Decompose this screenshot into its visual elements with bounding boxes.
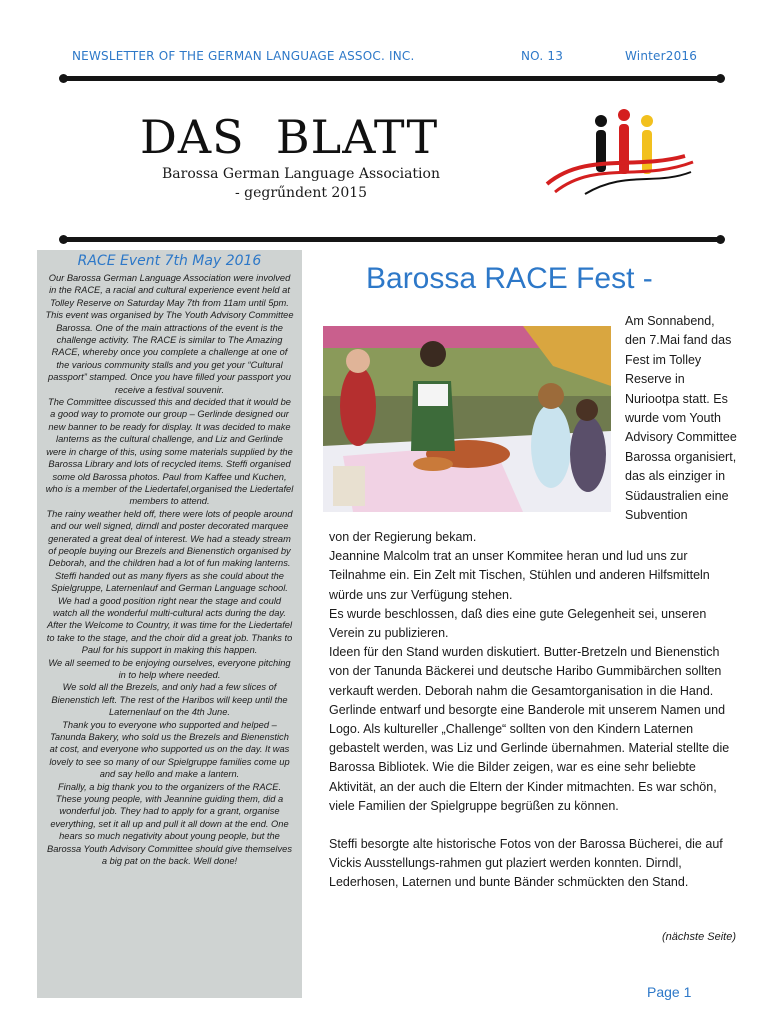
newsletter-subtitle — [140, 165, 462, 203]
article-wrap-text: Am Sonnabend, den 7.Mai fand das Fest im Tolley Reserve in Nuriootpa statt. Es wurde vom Youth Advisory Committee Barossa organisiert, das als einziger in Südaustralien eine Subvention — [625, 314, 737, 523]
race-event-sidebar — [37, 250, 302, 998]
article-paragraph: Steffi besorgte alte historische Fotos von der Barossa Bücherei, die auf Vickis Ausstellungs-rahmen gut plaziert werden konnten. Dirndl, Lederhosen, Laternen und bunte Bänder schmückten den Stand. — [329, 837, 723, 890]
sidebar-paragraph: The Committee discussed this and decided that it would be a good way to promote our group – Gerlinde designed our new banner to be ready for display. It was decided to make lanterns as the cultural challenge, and Liz and Gerlinde were in charge of this, using some materials supplied by the Barossa Library and lots of recycled items. Steffi organised some old Barossa photos. Paul from Kaffee und Kuchen, who is a member of the Liedertafel,organised the Liedertafel members to attend. — [45, 397, 294, 507]
sidebar-paragraph: We had a good position right near the stage and could watch all the wonderful multi-cultural acts during the day. After the Welcome to Country, it was time for the Liedertafel to take to the stage, and the choir did a great job. Thanks to Paul for his support in making this happen. — [46, 595, 293, 656]
article-body — [329, 528, 735, 893]
sidebar-paragraph: Thank you to everyone who supported and helped – Tanunda Bakery, who sold us the Brezels and Bienenstich at cost, and everyone who supported us on the day. It was lovely to see so many of our Spielgruppe families come up and say hello and make a lantern. — [49, 719, 290, 780]
sidebar-paragraph: We all seemed to be enjoying ourselves, everyone pitching in to help where needed. — [48, 657, 291, 680]
newsletter-label: NEWSLETTER OF THE GERMAN LANGUAGE ASSOC. INC. — [72, 49, 415, 63]
subtitle-line-2: - gegrűndent 2015 — [234, 185, 368, 201]
sidebar-paragraph: Our Barossa German Language Association were involved in the RACE, a racial and cultural experience event held at Tolley Reserve on Saturday May 7th from 11am until 5pm. — [48, 273, 291, 308]
article-title: Barossa RACE Fest - — [366, 262, 653, 295]
continued-note: (nächste Seite) — [662, 931, 736, 943]
article-paragraph: Jeannine Malcolm trat an unser Kommitee heran und lud uns zur Teilnahme ein. Ein Zelt mit Tischen, Stühlen und anderen Hilfsmitteln würde uns zur Verfügung stehen. — [329, 549, 710, 602]
festival-stall-photo — [323, 326, 611, 512]
article-paragraph: von der Regierung bekam. — [329, 530, 477, 544]
masthead-divider — [62, 237, 722, 242]
sidebar-paragraph: Finally, a big thank you to the organizers of the RACE. These young people, with Jeannine guiding them, did a wonderful job. They had to apply for a grant, organise everything, set it all up and pull it all down at the end. One hears so much negativity about young people, but the Barossa Youth Advisory Committee should give themselves a big pat on the back. Well done! — [47, 781, 292, 867]
issue-number: NO. 13 — [521, 49, 564, 63]
sidebar-heading: RACE Event 7th May 2016 — [77, 253, 262, 269]
newsletter-title: DAS BLATT — [140, 110, 439, 164]
article-paragraph: Ideen für den Stand wurden diskutiert. Butter-Bretzeln und Bienenstich von der Tanunda Bäckerei und deutsche Haribo Gummibärchen sollten verkauft werden. Deborah nahm die Gesamtorganisation in die Hand. Gerlinde entwarf und besorgte eine Banderole mit unserem Namen und Logo. Als kultureller „Challenge“ sollten von den Kindern Laternen gebastelt werden, was Liz und Gerlinde übernahmen. Material stellte die Barossa Bibliotek. Wie die Bilder zeigen, war es eine sehr beliebte Aktivität, an der auch die Eltern der Kinder mitmachten. Es war schön, viele Familien der Spielgruppe begrüßen zu können. — [329, 645, 730, 813]
issue-season: Winter2016 — [625, 49, 698, 63]
subtitle-line-1: Barossa German Language Association — [162, 166, 440, 182]
sidebar-paragraph: The rainy weather held off, there were lots of people around and our well signed, dirndl and poster decorated marquee generated a great deal of interest. We had a steady stream of people buying our Brezels and Bienenstich organised by Deborah, and the children had a lot of fun making lanterns. Steffi handed out as many flyers as she could about the Spielgruppe, Laternenlauf and German Language school. — [46, 508, 293, 594]
sidebar-body — [45, 272, 294, 868]
sidebar-paragraph: We sold all the Brezels, and only had a few slices of Bienenstich left. The rest of the Haribos will keep until the Laternenlauf on the 4th June. — [51, 682, 288, 718]
people-wave-logo — [545, 100, 695, 200]
top-divider — [62, 76, 722, 81]
article-paragraph: Es wurde beschlossen, daß dies eine gute Gelegenheit sei, unseren Verein zu publizieren. — [329, 606, 707, 641]
page-number: Page 1 — [647, 984, 692, 1000]
sidebar-paragraph: This event was organised by The Youth Advisory Committee Barossa. One of the main attractions of the event is the challenge activity. The RACE is similar to The Amazing RACE, whereby once you complete a challenge at one of the various community stalls and you get your “Cultural passport” stamped. Once you have filled your passport you receive a festival souvenir. — [45, 310, 294, 395]
article-paragraph — [329, 816, 735, 835]
